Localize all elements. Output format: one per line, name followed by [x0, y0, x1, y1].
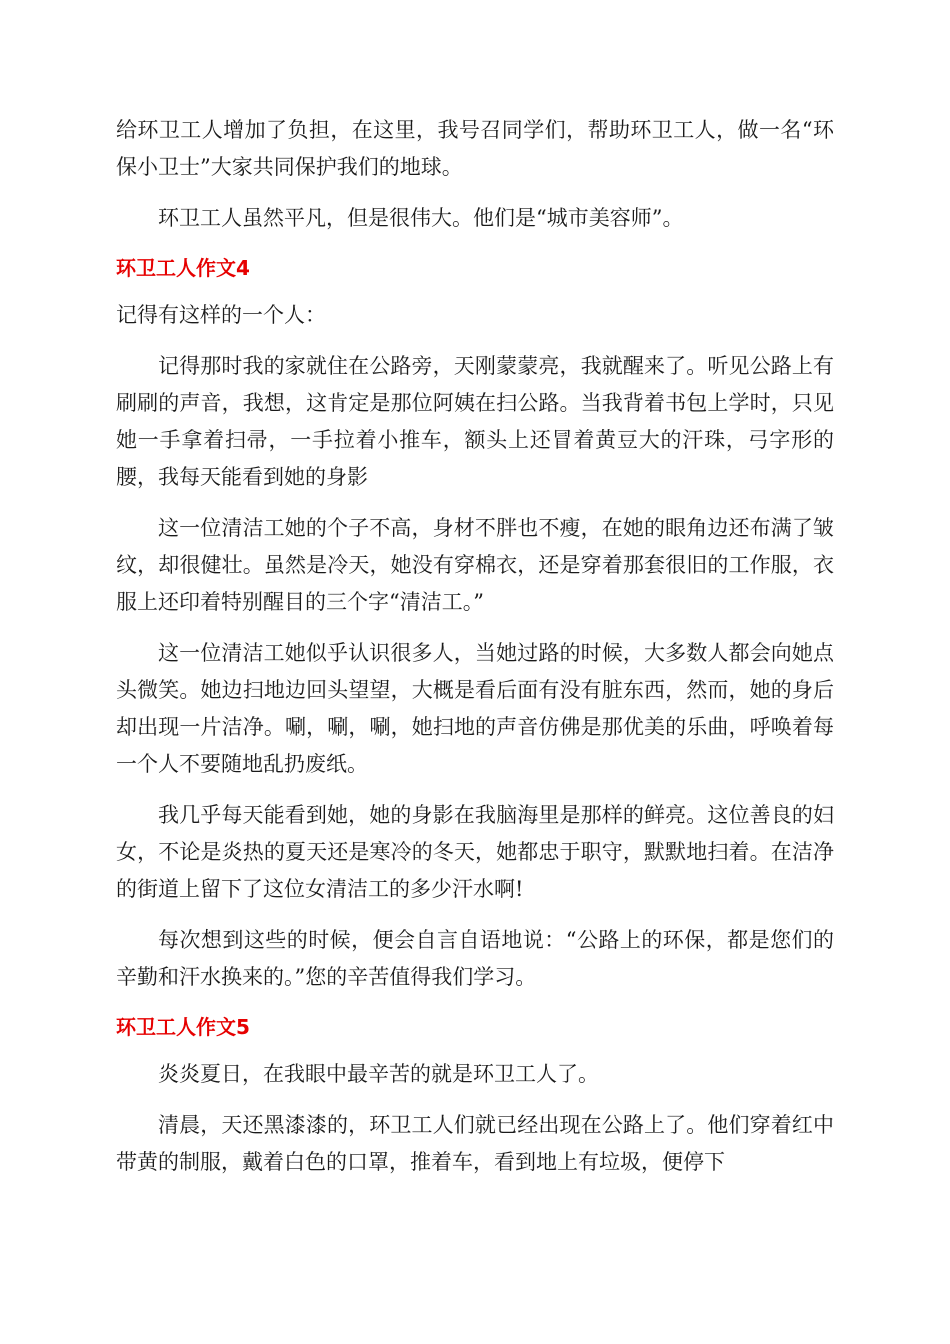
paragraph: 环卫工人虽然平凡，但是很伟大。他们是“城市美容师”。: [158, 206, 684, 230]
paragraph: 这一位清洁工她似乎认识很多人，当她过路的时候，大多数人都会向她点头微笑。她边扫地边回头望望，大概是看后面有没有脏东西，然而，她的身后却出现一片洁净。唰，唰，唰，她扫地的声音仿佛是那优美的乐曲，呼唤着每一个人不要随地乱扔废纸。: [116, 641, 834, 776]
section-heading: 环卫工人作文5: [116, 1015, 250, 1039]
paragraph: 记得那时我的家就住在公路旁，天刚蒙蒙亮，我就醒来了。听见公路上有刷刷的声音，我想，这肯定是那位阿姨在扫公路。当我背着书包上学时，只见她一手拿着扫帚，一手拉着小推车，额头上还冒着黄豆大的汗珠，弓字形的腰，我每天能看到她的身影: [116, 354, 834, 489]
paragraph: 记得有这样的一个人：: [116, 303, 326, 327]
paragraph: 清晨，天还黑漆漆的，环卫工人们就已经出现在公路上了。他们穿着红中带黄的制服，戴着白色的口罩，推着车，看到地上有垃圾，便停下: [116, 1113, 834, 1174]
paragraph: 炎炎夏日，在我眼中最辛苦的就是环卫工人了。: [158, 1062, 599, 1086]
paragraph: 给环卫工人增加了负担，在这里，我号召同学们，帮助环卫工人，做一名“环保小卫士”大家共同保护我们的地球。: [116, 118, 834, 179]
paragraph: 我几乎每天能看到她，她的身影在我脑海里是那样的鲜亮。这位善良的妇女，不论是炎热的夏天还是寒冷的冬天，她都忠于职守，默默地扫着。在洁净的街道上留下了这位女清洁工的多少汗水啊!: [116, 803, 834, 901]
paragraph: 每次想到这些的时候，便会自言自语地说：“公路上的环保，都是您们的辛勤和汗水换来的。”您的辛苦值得我们学习。: [116, 928, 834, 989]
paragraph: 这一位清洁工她的个子不高，身材不胖也不瘦，在她的眼角边还布满了皱纹，却很健壮。虽然是冷天，她没有穿棉衣，还是穿着那套很旧的工作服，衣服上还印着特别醒目的三个字“清洁工。”: [116, 516, 834, 614]
document-page: [116, 112, 834, 1195]
section-heading: 环卫工人作文4: [116, 256, 250, 280]
